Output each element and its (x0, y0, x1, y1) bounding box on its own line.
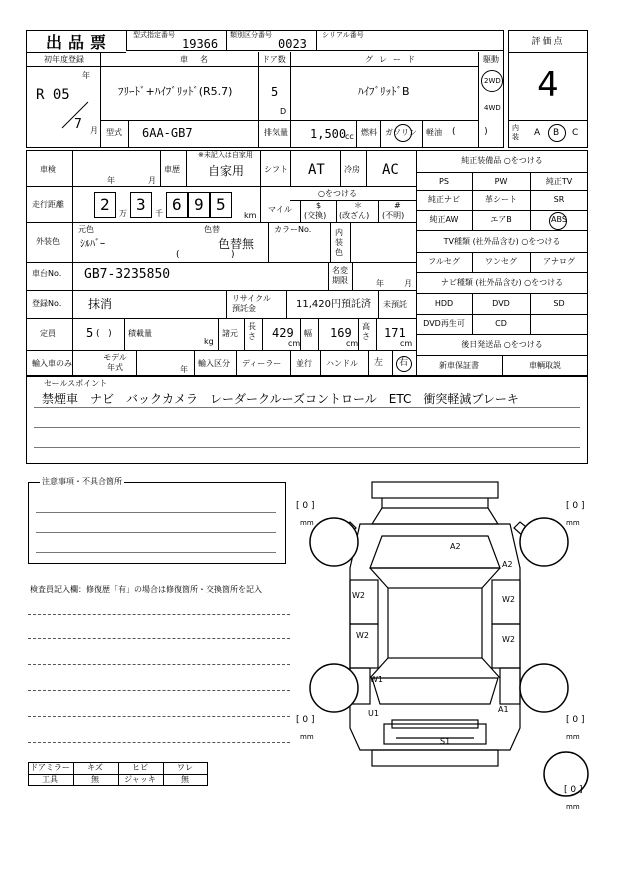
shift-value: AT (308, 162, 325, 178)
interior-grade-a: A (534, 128, 541, 138)
recolor-label: 色替 (204, 225, 220, 234)
vin-label: 車台No. (32, 269, 62, 278)
tire-fl-unit: mm (300, 519, 314, 527)
mileage-label: 走行距離 (32, 200, 64, 209)
shaken-month-unit: 月 (148, 176, 156, 185)
tire-fr-depth: [ 0 ] (566, 501, 585, 511)
mileage-digit-2-text: 3 (136, 195, 146, 214)
meter-mile: マイル (268, 205, 292, 214)
equip-navi: 純正ナビ (428, 195, 460, 204)
interior-grade-b-circle (548, 124, 566, 142)
height-value: 171 (384, 326, 406, 340)
tire-fl-value: 0 (302, 501, 309, 511)
load-label: 積載量 (128, 329, 152, 338)
notes-title: 注意事項・不具合箇所 (42, 477, 122, 486)
tire-fr-unit: mm (566, 519, 580, 527)
drive-label: 駆動 (483, 55, 499, 64)
usage-label: 車歴 (164, 165, 180, 174)
tv-one: ワンセグ (485, 257, 517, 266)
capacity-label: 定員 (40, 329, 56, 338)
length-unit: cm (288, 339, 301, 348)
equip-aw: 純正AW (429, 215, 459, 224)
type-no-value: 19366 (182, 37, 219, 51)
handle-right-circle (396, 356, 412, 372)
fuel-light-oil: 軽油 (426, 128, 442, 137)
tire-spare-unit: mm (566, 803, 580, 811)
first-reg-era: R 05 (36, 87, 70, 103)
model-value: 6AA-GB7 (142, 126, 193, 140)
table-tools-value: 無 (91, 775, 99, 784)
mark-w2-left-rear: W2 (356, 631, 369, 640)
tv-analog: アナログ (543, 257, 575, 266)
doors-label: ドア数 (262, 55, 286, 64)
usage-note: ※未記入は自家用 (198, 151, 253, 159)
handle-right: 右 (399, 358, 409, 368)
interior-grade-b: B (553, 128, 560, 138)
mileage-digit-3-text: 6 (172, 195, 182, 214)
sales-frame (26, 376, 588, 464)
usage-value: 自家用 (208, 164, 245, 178)
table-jack: ジャッキ (124, 775, 156, 784)
navi-dvd-play: DVD再生可 (423, 319, 465, 328)
table-jack-value: 無 (181, 775, 189, 784)
mileage-digit-4-text: 9 (194, 195, 204, 214)
tire-rr-value: 0 (572, 715, 579, 725)
import-label: 輸入車のみ (32, 359, 72, 368)
capacity-value: 5 (86, 326, 94, 340)
serial-label: シリアル番号 (322, 31, 364, 39)
fuel-paren: ( ) (452, 127, 488, 137)
fuel-label: 燃料 (361, 128, 377, 137)
color-no-label: カラーNo. (274, 225, 312, 234)
ac-label: 冷房 (344, 165, 360, 174)
height-label: 高さ (362, 322, 370, 341)
inspector-label: 検査員記入欄：修復歴「有」の場合は修復箇所・交換箇所を記入 (30, 585, 262, 594)
mark-w2-left-front: W2 (352, 591, 365, 600)
table-header-crack: ヒビ (132, 763, 148, 772)
displacement-unit: cc (345, 132, 354, 141)
tire-rl-unit: mm (300, 733, 314, 741)
width-value: 169 (330, 326, 352, 340)
equip-pw: PW (494, 177, 508, 186)
tv-title: TV種類 (社外品含む) ○をつける (443, 237, 561, 246)
name-change-month-unit: 月 (404, 279, 412, 288)
first-reg-month-unit: 月 (90, 126, 98, 135)
color-label: 外装色 (36, 237, 60, 246)
doors-value: 5 (271, 85, 279, 99)
model-year-unit: 年 (180, 365, 188, 374)
height-unit: cm (400, 339, 413, 348)
docs-manual: 車輌取説 (529, 361, 561, 370)
navi-dvd: DVD (492, 299, 510, 308)
sales-label: セールスポイント (44, 379, 108, 388)
name-change-year-unit: 年 (376, 279, 384, 288)
meter-circle-hint: ○をつける (318, 189, 357, 198)
interior-color-label: 内装色 (335, 228, 343, 257)
docs-title: 後日発送品 ○をつける (461, 340, 543, 349)
table-header-scratch: キズ (87, 763, 103, 772)
tire-spare-value: 0 (570, 785, 577, 795)
mileage-digit-5-text: 5 (216, 195, 226, 214)
mark-s1: S1 (440, 737, 451, 746)
class-no-value: 0023 (278, 37, 307, 51)
shaken-label: 車検 (40, 165, 56, 174)
recolor-value: 色替無 (218, 237, 255, 251)
equip-abs-circle (549, 212, 567, 230)
class-no-label: 類別区分番号 (230, 31, 272, 39)
equip-sr: SR (553, 195, 565, 204)
tire-rl-depth: [ 0 ] (296, 715, 315, 725)
car-diagram (290, 478, 600, 818)
km-unit: km (244, 211, 257, 220)
mark-a2-fender: A2 (502, 560, 513, 569)
mark-w2-right-rear: W2 (502, 635, 515, 644)
recycle-label: リサイクル預託金 (232, 294, 271, 313)
man-unit: 万 (119, 209, 127, 218)
shaken-year-unit: 年 (107, 176, 115, 185)
table-header-break: ワレ (177, 763, 193, 772)
tire-spare-depth: [ 0 ] (564, 785, 583, 795)
meter-altered-sym: ＊ (354, 201, 362, 210)
table-header-mirror: ドアミラー (30, 763, 70, 772)
recycle-value: 11,420円預託済 (296, 299, 371, 310)
docs-warranty: 新車保証書 (439, 361, 479, 370)
tire-fl-depth: [ 0 ] (296, 501, 315, 511)
meter-exchange: (交換) (304, 211, 327, 220)
interior-grade-c: C (572, 128, 579, 138)
mark-u1: U1 (368, 709, 379, 718)
navi-cd: CD (495, 319, 507, 328)
import-dealer: ディーラー (242, 359, 282, 368)
meter-unknown: (不明) (382, 211, 405, 220)
shift-label: シフト (264, 165, 288, 174)
type-no-label: 型式指定番号 (133, 31, 175, 39)
first-reg-label: 初年度登録 (44, 55, 84, 64)
mark-a2-hood: A2 (450, 542, 461, 551)
tire-rr-unit: mm (566, 733, 580, 741)
model-label: 型式 (106, 128, 122, 137)
equip-airbag: エアB (490, 215, 512, 224)
equip-leather: 革シート (485, 195, 517, 204)
equip-abs: ABS (551, 215, 567, 224)
mark-a1: A1 (498, 705, 509, 714)
tire-rr-depth: [ 0 ] (566, 715, 585, 725)
first-reg-year-unit: 年 (82, 71, 90, 80)
mileage-digit-1-text: 2 (100, 195, 110, 214)
drive-4wd: 4WD (484, 104, 501, 112)
equip-tv: 純正TV (545, 177, 573, 186)
length-value: 429 (272, 326, 294, 340)
navi-hdd: HDD (434, 299, 454, 308)
handle-label: ハンドル (326, 359, 358, 368)
tire-fr-value: 0 (572, 501, 579, 511)
capacity-paren: ( ) (96, 329, 112, 339)
handle-left: 左 (374, 358, 384, 368)
ac-value: AC (382, 162, 399, 178)
first-reg-month: 7 (74, 117, 82, 132)
evaluation-label: 評価点 (531, 37, 565, 47)
meter-exchange-sym: $ (316, 201, 322, 210)
tv-full: フルセグ (428, 257, 460, 266)
mark-w2-right-front: W2 (502, 595, 515, 604)
kg-unit: kg (204, 337, 214, 346)
page-title: 出品票 (46, 33, 113, 52)
car-name: ﾌﾘｰﾄﾞ+ﾊｲﾌﾞﾘｯﾄﾞ(R5.7) (118, 85, 233, 98)
fuel-gasoline-circle (394, 124, 412, 142)
recycle-unpaid: 未預託 (383, 300, 407, 309)
grade-label: グレード (365, 55, 421, 64)
grade-value: ﾊｲﾌﾞﾘｯﾄﾞB (358, 85, 410, 98)
length-label: 長さ (248, 322, 256, 341)
meter-altered: (改ざん) (339, 211, 370, 220)
name-change-label: 名変期限 (332, 266, 348, 285)
interior-label: 内装 (512, 124, 519, 141)
displacement-label: 排気量 (264, 128, 288, 137)
reg-label: 登録No. (32, 299, 62, 308)
equipment-title: 純正装備品 ○をつける (461, 156, 543, 165)
import-class-label: 輸入区分 (198, 359, 230, 368)
equip-ps: PS (439, 177, 449, 186)
navi-sd: SD (553, 299, 565, 308)
fuel-gasoline: ガソリン (385, 128, 417, 137)
model-year-label: モデル年式 (103, 353, 127, 372)
import-parallel: 並行 (296, 359, 312, 368)
orig-color: ｼﾙﾊﾞｰ (80, 239, 105, 250)
evaluation-score: 4 (537, 65, 559, 105)
door-type: D (280, 107, 287, 116)
vin-value: GB7-3235850 (84, 267, 171, 282)
drive-2wd: 2WD (484, 77, 501, 85)
sales-text: 禁煙車 ナビ バックカメラ レーダークルーズコントロール ETC 衝突軽減ブレーキ (42, 392, 519, 406)
width-unit: cm (346, 339, 359, 348)
navi-title: ナビ種類 (社外品含む) ○をつける (440, 278, 564, 287)
width-label: 幅 (304, 329, 312, 338)
mark-w1: W1 (370, 675, 383, 684)
displacement-value: 1,500 (310, 127, 347, 141)
size-label: 諸元 (222, 329, 238, 338)
orig-color-label: 元色 (78, 225, 94, 234)
tire-rl-value: 0 (302, 715, 309, 725)
reg-value: 抹消 (88, 297, 113, 311)
sen-unit: 千 (155, 209, 163, 218)
recolor-paren: ( ) (176, 250, 235, 260)
meter-unknown-sym: # (394, 201, 401, 210)
car-name-label: 車名 (180, 55, 220, 64)
table-tools: 工具 (42, 775, 58, 784)
